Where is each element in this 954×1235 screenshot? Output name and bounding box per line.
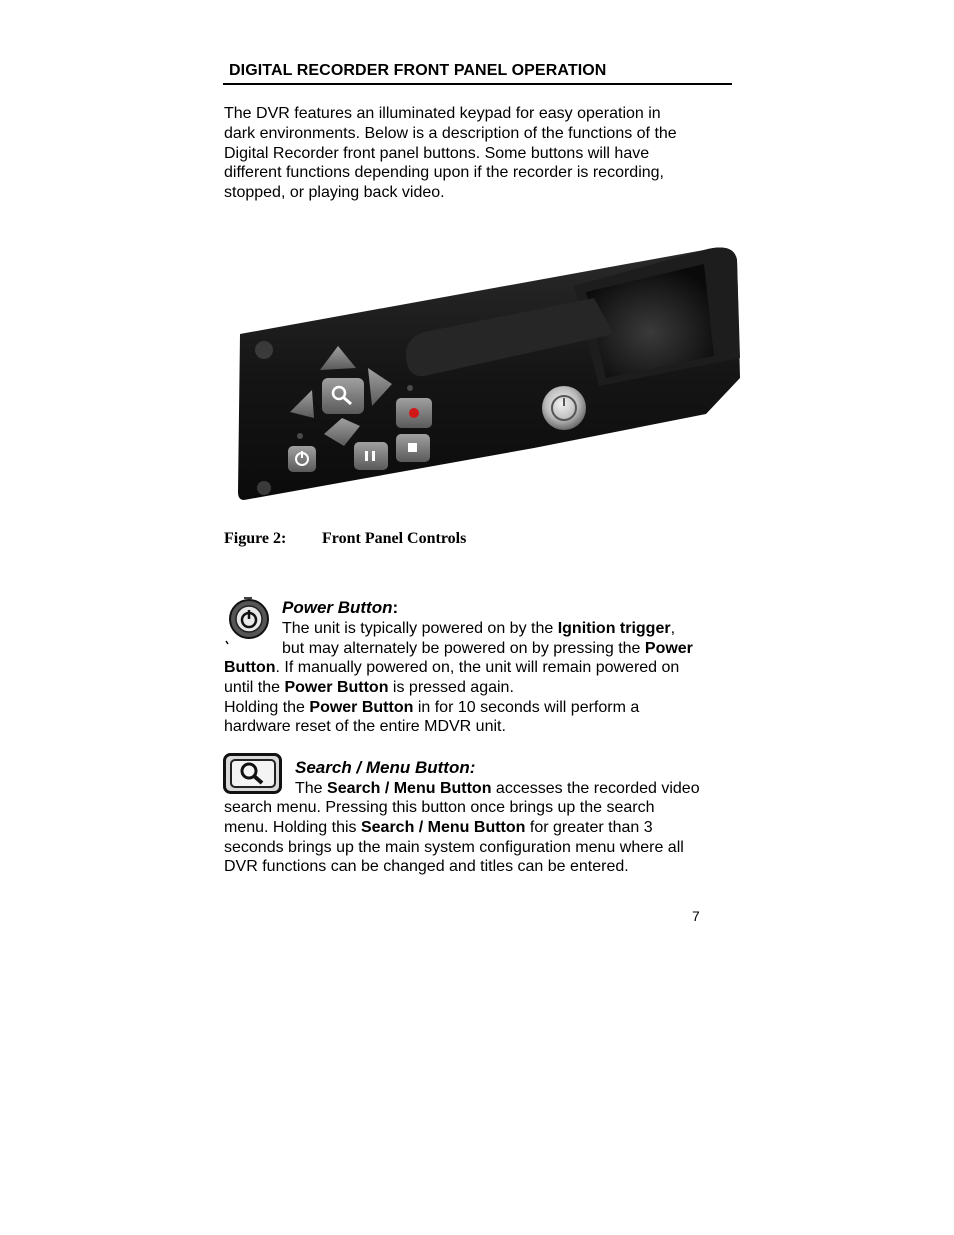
section-heading: DIGITAL RECORDER FRONT PANEL OPERATION [229, 62, 607, 79]
page-number: 7 [692, 908, 700, 924]
figure-title: Front Panel Controls [322, 530, 467, 547]
power-icon [224, 594, 272, 648]
front-panel-image [234, 238, 742, 504]
intro-line: Digital Recorder front panel buttons. Some buttons will have [224, 144, 650, 162]
power-text: Button. If manually powered on, the unit will remain powered on until the Power Button is pressed again. Holding the Power Button in for 10 seconds will perform a hardware reset of the entire MDVR unit. [224, 659, 680, 736]
intro-line: The DVR features an illuminated keypad for easy operation in [224, 105, 661, 122]
power-button-title: Power Button: [282, 598, 399, 617]
intro-line: different functions depending upon if the recorder is recording, [224, 164, 664, 182]
search-icon [223, 753, 283, 795]
search-text-indented: The Search / Menu Button accesses the recorded video [295, 780, 700, 797]
intro-paragraph [224, 104, 734, 203]
heading-rule [223, 83, 732, 85]
figure-number: Figure 2: [224, 530, 287, 547]
figure-caption [224, 530, 466, 548]
search-menu-button-title: Search / Menu Button: [295, 758, 476, 777]
power-text-indented: The unit is typically powered on by the Ignition trigger, but may alternately be powered on by pressing the Power [282, 620, 693, 657]
intro-line: stopped, or playing back video. [224, 184, 445, 202]
search-text: search menu. Pressing this button once brings up the search menu. Holding this Search / Menu Button for greater than 3 seconds brings up the main system configuration menu where all DVR functions can be changed and titles can be entered. [224, 799, 684, 876]
intro-line: dark environments. Below is a description of the functions of the [224, 124, 677, 142]
